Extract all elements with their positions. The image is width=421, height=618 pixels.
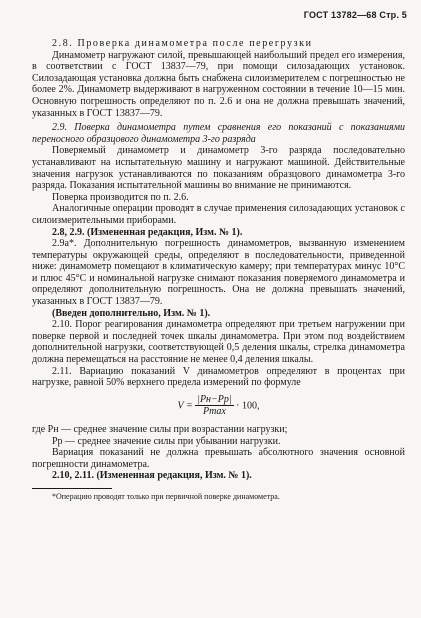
edit-note-3: 2.10, 2.11. (Измененная редакция, Изм. № 1). [52,470,252,482]
definition-1: где Pн — среднее значение силы при возрастании нагрузки; [32,424,288,435]
section-2-11-text: 2.11. Вариацию показаний V динамометров определяют в процентах при нагрузке, равной 50% верхнего предела измерений по формуле [32,365,405,389]
footnote: *Операцию проводят только при первичной поверке динамометра. [52,491,280,501]
section-2-9-text: Поверяемый динамометр и динамометр 3-го разряда последовательно устанавливают на испытательную машину и нагружают машиной. Действительные значения нагрузок устанавливаются по показаниям образцового динамометра 3-го разряда. Показания испытательной машины во внимание не принимаются. [32,145,405,192]
section-2-8-title: 2.8. Проверка динамометра после перегрузки [52,38,313,49]
section-2-11-text2: Вариация показаний не должна превышать абсолютного значения основной погрешности динамометра. [32,447,405,470]
section-2-9-text2: Поверка производится по п. 2.6. [52,191,189,203]
edit-note-2: (Введен дополнительно, Изм. № 1). [52,307,211,319]
section-2-10-text: 2.10. Порог реагирования динамометра определяют при третьем нагружении при поверке первой и последней точек шкалы динамометра. При этом под воздействием дополнительной нагрузки, соответствующей 0,5 деления шкалы, стрелка динамометра должна перемещаться на расстояние не менее 0,4 деления шкалы. [32,319,405,366]
variation-formula [32,394,405,418]
definition-2: Pр — среднее значение силы при убывании нагрузки. [52,435,281,447]
section-2-9-text3: Аналогичные операции проводят в случае применения силозадающих установок с силоизмерительными приборами. [32,203,405,226]
footnote-divider [32,488,112,489]
formula-denominator: Pmax [203,406,226,418]
formula-fraction [195,394,233,418]
section-2-8-text: Динамометр нагружают силой, превышающей наибольший предел его измерения, в соответствии с ГОСТ 13837—79, при помощи силозадающих установок. Силозадающая установка должна быть снабжена силоизмерителем с погрешностью не более 2%. Динамометр выдерживают в нагруженном состоянии в течение 10—15 мин. Основную погрешность определяют по п. 2.6 и она не должна превышать значений, указанных в ГОСТ 13837—79. [32,49,405,119]
document-body [32,38,405,502]
formula-numerator: |Pн−Pр| [197,393,232,405]
section-2-9a-text: 2.9а*. Дополнительную погрешность динамометров, вызванную изменением температуры окружающей среды, определяют в последовательности, приведенной ниже: динамометр помещают в климатическую камеру; при температурах минус 10°С и плюс 45°С и номинальной нагрузке снимают показания поверяемого динамометра и определяют дополнительную погрешность. Она не должна превышать значений, указанных в ГОСТ 13837—79. [32,238,405,308]
edit-note-1: 2.8, 2.9. (Измененная редакция, Изм. № 1). [52,226,243,238]
page-header: ГОСТ 13782—68 Стр. 5 [303,10,407,20]
section-2-9-title: 2.9. Поверка динамометра путем сравнения его показаний с показаниями переносного образцового динамометра 3-го разряда [32,122,405,145]
formula-lhs: V = [177,400,193,412]
formula-rhs: · 100, [236,400,260,412]
